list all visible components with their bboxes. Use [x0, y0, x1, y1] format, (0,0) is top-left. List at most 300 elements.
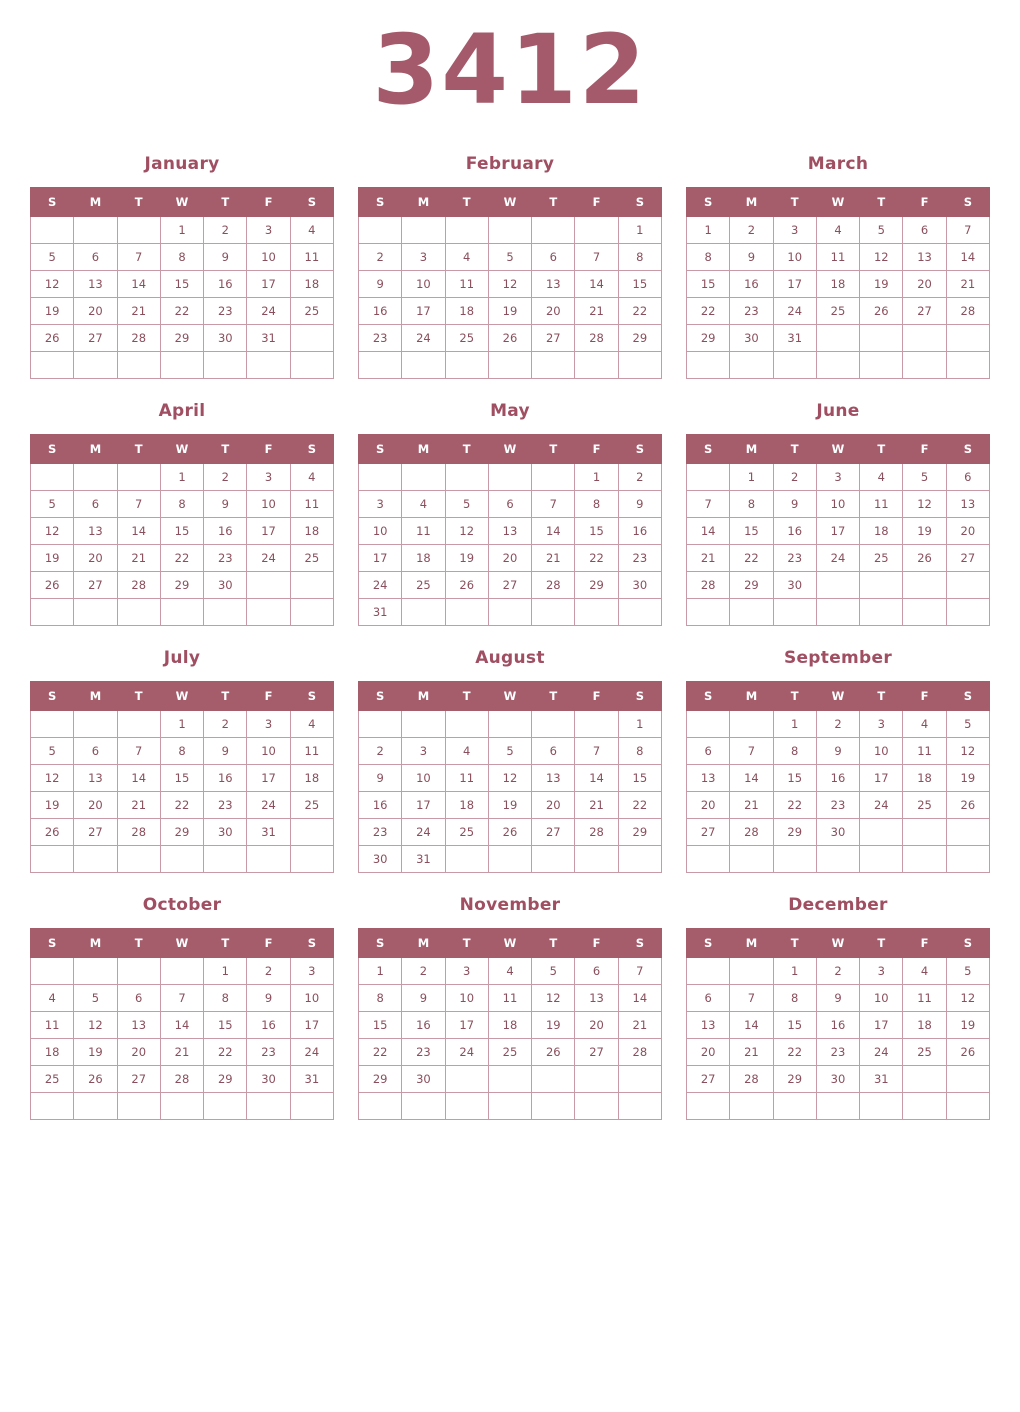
day-cell[interactable]: 16: [773, 518, 816, 545]
day-cell[interactable]: 23: [247, 1039, 290, 1066]
day-cell[interactable]: [74, 711, 117, 738]
day-cell[interactable]: 28: [575, 819, 618, 846]
day-cell[interactable]: 29: [160, 572, 203, 599]
day-cell[interactable]: 9: [204, 491, 247, 518]
day-cell[interactable]: 4: [290, 217, 333, 244]
day-cell[interactable]: 25: [860, 545, 903, 572]
day-cell[interactable]: [687, 464, 730, 491]
day-cell[interactable]: 8: [773, 738, 816, 765]
day-cell[interactable]: 26: [445, 572, 488, 599]
day-cell[interactable]: 12: [946, 738, 989, 765]
day-cell[interactable]: [730, 846, 773, 873]
day-cell[interactable]: 2: [359, 244, 402, 271]
day-cell[interactable]: 5: [445, 491, 488, 518]
day-cell[interactable]: 16: [359, 792, 402, 819]
day-cell[interactable]: 25: [445, 325, 488, 352]
day-cell[interactable]: 4: [903, 958, 946, 985]
day-cell[interactable]: [359, 352, 402, 379]
day-cell[interactable]: 5: [860, 217, 903, 244]
day-cell[interactable]: 20: [575, 1012, 618, 1039]
day-cell[interactable]: 3: [247, 464, 290, 491]
day-cell[interactable]: [359, 217, 402, 244]
day-cell[interactable]: 5: [946, 711, 989, 738]
day-cell[interactable]: [445, 846, 488, 873]
day-cell[interactable]: 7: [946, 217, 989, 244]
day-cell[interactable]: 24: [860, 792, 903, 819]
day-cell[interactable]: 31: [247, 325, 290, 352]
day-cell[interactable]: 26: [946, 1039, 989, 1066]
day-cell[interactable]: 17: [247, 765, 290, 792]
day-cell[interactable]: 10: [860, 738, 903, 765]
day-cell[interactable]: [160, 352, 203, 379]
day-cell[interactable]: [946, 1093, 989, 1120]
day-cell[interactable]: 11: [860, 491, 903, 518]
day-cell[interactable]: 26: [903, 545, 946, 572]
day-cell[interactable]: 20: [532, 298, 575, 325]
day-cell[interactable]: 15: [687, 271, 730, 298]
day-cell[interactable]: 24: [445, 1039, 488, 1066]
day-cell[interactable]: [903, 352, 946, 379]
day-cell[interactable]: [488, 464, 531, 491]
day-cell[interactable]: 14: [117, 271, 160, 298]
day-cell[interactable]: 12: [532, 985, 575, 1012]
day-cell[interactable]: 9: [730, 244, 773, 271]
day-cell[interactable]: 7: [160, 985, 203, 1012]
day-cell[interactable]: 27: [687, 1066, 730, 1093]
day-cell[interactable]: 21: [618, 1012, 661, 1039]
day-cell[interactable]: [730, 352, 773, 379]
day-cell[interactable]: 6: [74, 244, 117, 271]
day-cell[interactable]: 16: [247, 1012, 290, 1039]
day-cell[interactable]: [204, 846, 247, 873]
day-cell[interactable]: [488, 599, 531, 626]
day-cell[interactable]: 19: [488, 792, 531, 819]
day-cell[interactable]: 28: [730, 1066, 773, 1093]
day-cell[interactable]: 20: [74, 298, 117, 325]
day-cell[interactable]: 17: [445, 1012, 488, 1039]
day-cell[interactable]: 17: [247, 518, 290, 545]
day-cell[interactable]: [204, 352, 247, 379]
day-cell[interactable]: 7: [730, 738, 773, 765]
day-cell[interactable]: [730, 958, 773, 985]
day-cell[interactable]: 11: [445, 271, 488, 298]
day-cell[interactable]: 22: [575, 545, 618, 572]
day-cell[interactable]: [488, 711, 531, 738]
day-cell[interactable]: 27: [74, 819, 117, 846]
day-cell[interactable]: 1: [575, 464, 618, 491]
day-cell[interactable]: [359, 1093, 402, 1120]
day-cell[interactable]: 24: [402, 819, 445, 846]
day-cell[interactable]: 26: [532, 1039, 575, 1066]
day-cell[interactable]: 4: [903, 711, 946, 738]
day-cell[interactable]: [687, 846, 730, 873]
day-cell[interactable]: 6: [946, 464, 989, 491]
day-cell[interactable]: 2: [204, 711, 247, 738]
day-cell[interactable]: 2: [247, 958, 290, 985]
day-cell[interactable]: 17: [359, 545, 402, 572]
day-cell[interactable]: 20: [687, 792, 730, 819]
day-cell[interactable]: 21: [687, 545, 730, 572]
day-cell[interactable]: 10: [445, 985, 488, 1012]
day-cell[interactable]: 19: [31, 792, 74, 819]
day-cell[interactable]: [730, 599, 773, 626]
day-cell[interactable]: [204, 599, 247, 626]
day-cell[interactable]: [816, 572, 859, 599]
day-cell[interactable]: [687, 599, 730, 626]
day-cell[interactable]: 28: [730, 819, 773, 846]
day-cell[interactable]: [247, 846, 290, 873]
day-cell[interactable]: 16: [204, 271, 247, 298]
day-cell[interactable]: 3: [290, 958, 333, 985]
day-cell[interactable]: 2: [359, 738, 402, 765]
day-cell[interactable]: 10: [247, 738, 290, 765]
day-cell[interactable]: 21: [946, 271, 989, 298]
day-cell[interactable]: 10: [402, 271, 445, 298]
day-cell[interactable]: [359, 464, 402, 491]
day-cell[interactable]: [290, 819, 333, 846]
day-cell[interactable]: 15: [359, 1012, 402, 1039]
day-cell[interactable]: [687, 711, 730, 738]
day-cell[interactable]: 20: [117, 1039, 160, 1066]
day-cell[interactable]: [773, 599, 816, 626]
day-cell[interactable]: 30: [204, 325, 247, 352]
day-cell[interactable]: 2: [816, 958, 859, 985]
day-cell[interactable]: 15: [773, 765, 816, 792]
day-cell[interactable]: 13: [575, 985, 618, 1012]
day-cell[interactable]: [160, 1093, 203, 1120]
day-cell[interactable]: 14: [946, 244, 989, 271]
day-cell[interactable]: 3: [402, 738, 445, 765]
day-cell[interactable]: [445, 711, 488, 738]
day-cell[interactable]: 4: [290, 711, 333, 738]
day-cell[interactable]: 8: [773, 985, 816, 1012]
day-cell[interactable]: 12: [74, 1012, 117, 1039]
day-cell[interactable]: 11: [402, 518, 445, 545]
day-cell[interactable]: 8: [575, 491, 618, 518]
day-cell[interactable]: 18: [290, 765, 333, 792]
day-cell[interactable]: [575, 352, 618, 379]
day-cell[interactable]: 15: [160, 518, 203, 545]
day-cell[interactable]: 4: [445, 244, 488, 271]
day-cell[interactable]: [74, 217, 117, 244]
day-cell[interactable]: 4: [860, 464, 903, 491]
day-cell[interactable]: [773, 846, 816, 873]
day-cell[interactable]: 5: [31, 491, 74, 518]
day-cell[interactable]: 1: [160, 217, 203, 244]
day-cell[interactable]: 30: [773, 572, 816, 599]
day-cell[interactable]: 12: [488, 271, 531, 298]
day-cell[interactable]: 18: [488, 1012, 531, 1039]
day-cell[interactable]: [31, 464, 74, 491]
day-cell[interactable]: [730, 1093, 773, 1120]
day-cell[interactable]: 19: [946, 765, 989, 792]
day-cell[interactable]: 25: [290, 792, 333, 819]
day-cell[interactable]: 31: [860, 1066, 903, 1093]
day-cell[interactable]: 29: [618, 819, 661, 846]
day-cell[interactable]: [773, 1093, 816, 1120]
day-cell[interactable]: 25: [903, 792, 946, 819]
day-cell[interactable]: 3: [445, 958, 488, 985]
day-cell[interactable]: 12: [31, 518, 74, 545]
day-cell[interactable]: [687, 1093, 730, 1120]
day-cell[interactable]: 23: [816, 792, 859, 819]
day-cell[interactable]: [575, 217, 618, 244]
day-cell[interactable]: [575, 1066, 618, 1093]
day-cell[interactable]: 1: [773, 711, 816, 738]
day-cell[interactable]: 9: [816, 738, 859, 765]
day-cell[interactable]: [946, 325, 989, 352]
day-cell[interactable]: 1: [687, 217, 730, 244]
day-cell[interactable]: 27: [575, 1039, 618, 1066]
day-cell[interactable]: 22: [618, 298, 661, 325]
day-cell[interactable]: 16: [359, 298, 402, 325]
day-cell[interactable]: 23: [204, 792, 247, 819]
day-cell[interactable]: 28: [117, 325, 160, 352]
day-cell[interactable]: [290, 599, 333, 626]
day-cell[interactable]: [860, 819, 903, 846]
day-cell[interactable]: [903, 572, 946, 599]
day-cell[interactable]: 27: [532, 325, 575, 352]
day-cell[interactable]: 17: [773, 271, 816, 298]
day-cell[interactable]: 26: [31, 572, 74, 599]
day-cell[interactable]: [290, 325, 333, 352]
day-cell[interactable]: [290, 352, 333, 379]
day-cell[interactable]: 12: [946, 985, 989, 1012]
day-cell[interactable]: 10: [290, 985, 333, 1012]
day-cell[interactable]: 8: [160, 738, 203, 765]
day-cell[interactable]: 10: [359, 518, 402, 545]
day-cell[interactable]: 2: [618, 464, 661, 491]
day-cell[interactable]: 12: [860, 244, 903, 271]
day-cell[interactable]: [488, 352, 531, 379]
day-cell[interactable]: 23: [816, 1039, 859, 1066]
day-cell[interactable]: 22: [160, 298, 203, 325]
day-cell[interactable]: 22: [618, 792, 661, 819]
day-cell[interactable]: [74, 958, 117, 985]
day-cell[interactable]: 11: [903, 738, 946, 765]
day-cell[interactable]: 28: [618, 1039, 661, 1066]
day-cell[interactable]: 26: [31, 325, 74, 352]
day-cell[interactable]: 17: [402, 298, 445, 325]
day-cell[interactable]: 9: [816, 985, 859, 1012]
day-cell[interactable]: [445, 352, 488, 379]
day-cell[interactable]: 20: [488, 545, 531, 572]
day-cell[interactable]: [488, 1093, 531, 1120]
day-cell[interactable]: 9: [359, 765, 402, 792]
day-cell[interactable]: 19: [74, 1039, 117, 1066]
day-cell[interactable]: [290, 1093, 333, 1120]
day-cell[interactable]: 22: [160, 545, 203, 572]
day-cell[interactable]: [532, 599, 575, 626]
day-cell[interactable]: 28: [575, 325, 618, 352]
day-cell[interactable]: [618, 1093, 661, 1120]
day-cell[interactable]: 17: [816, 518, 859, 545]
day-cell[interactable]: 18: [402, 545, 445, 572]
day-cell[interactable]: 5: [74, 985, 117, 1012]
day-cell[interactable]: 14: [730, 765, 773, 792]
day-cell[interactable]: 29: [773, 1066, 816, 1093]
day-cell[interactable]: 18: [290, 518, 333, 545]
day-cell[interactable]: [31, 1093, 74, 1120]
day-cell[interactable]: 30: [204, 819, 247, 846]
day-cell[interactable]: [31, 846, 74, 873]
day-cell[interactable]: [903, 1066, 946, 1093]
day-cell[interactable]: [946, 352, 989, 379]
day-cell[interactable]: 28: [532, 572, 575, 599]
day-cell[interactable]: 11: [816, 244, 859, 271]
day-cell[interactable]: 18: [31, 1039, 74, 1066]
day-cell[interactable]: 22: [204, 1039, 247, 1066]
day-cell[interactable]: [31, 217, 74, 244]
day-cell[interactable]: 27: [117, 1066, 160, 1093]
day-cell[interactable]: 30: [816, 1066, 859, 1093]
day-cell[interactable]: [575, 1093, 618, 1120]
day-cell[interactable]: 15: [773, 1012, 816, 1039]
day-cell[interactable]: 22: [687, 298, 730, 325]
day-cell[interactable]: 29: [687, 325, 730, 352]
day-cell[interactable]: 23: [204, 545, 247, 572]
day-cell[interactable]: 25: [402, 572, 445, 599]
day-cell[interactable]: 15: [160, 271, 203, 298]
day-cell[interactable]: 1: [160, 711, 203, 738]
day-cell[interactable]: 30: [204, 572, 247, 599]
day-cell[interactable]: [575, 711, 618, 738]
day-cell[interactable]: [74, 599, 117, 626]
day-cell[interactable]: 15: [204, 1012, 247, 1039]
day-cell[interactable]: 4: [488, 958, 531, 985]
day-cell[interactable]: 1: [359, 958, 402, 985]
day-cell[interactable]: 8: [687, 244, 730, 271]
day-cell[interactable]: 10: [247, 491, 290, 518]
day-cell[interactable]: [74, 352, 117, 379]
day-cell[interactable]: [946, 846, 989, 873]
day-cell[interactable]: [532, 846, 575, 873]
day-cell[interactable]: 16: [816, 765, 859, 792]
day-cell[interactable]: 26: [946, 792, 989, 819]
day-cell[interactable]: 6: [117, 985, 160, 1012]
day-cell[interactable]: 3: [247, 217, 290, 244]
day-cell[interactable]: [117, 599, 160, 626]
day-cell[interactable]: [160, 846, 203, 873]
day-cell[interactable]: [618, 1066, 661, 1093]
day-cell[interactable]: [816, 352, 859, 379]
day-cell[interactable]: 20: [74, 792, 117, 819]
day-cell[interactable]: 31: [247, 819, 290, 846]
day-cell[interactable]: 8: [204, 985, 247, 1012]
day-cell[interactable]: 24: [247, 792, 290, 819]
day-cell[interactable]: 16: [204, 765, 247, 792]
day-cell[interactable]: [31, 599, 74, 626]
day-cell[interactable]: 27: [687, 819, 730, 846]
day-cell[interactable]: 18: [445, 792, 488, 819]
day-cell[interactable]: [532, 711, 575, 738]
day-cell[interactable]: [160, 958, 203, 985]
day-cell[interactable]: 22: [773, 1039, 816, 1066]
day-cell[interactable]: [860, 352, 903, 379]
day-cell[interactable]: [402, 599, 445, 626]
day-cell[interactable]: 10: [247, 244, 290, 271]
day-cell[interactable]: 14: [575, 271, 618, 298]
day-cell[interactable]: [488, 1066, 531, 1093]
day-cell[interactable]: 11: [290, 491, 333, 518]
day-cell[interactable]: [160, 599, 203, 626]
day-cell[interactable]: 8: [160, 244, 203, 271]
day-cell[interactable]: [74, 846, 117, 873]
day-cell[interactable]: 17: [290, 1012, 333, 1039]
day-cell[interactable]: 8: [618, 244, 661, 271]
day-cell[interactable]: [687, 958, 730, 985]
day-cell[interactable]: 4: [445, 738, 488, 765]
day-cell[interactable]: 13: [74, 518, 117, 545]
day-cell[interactable]: 14: [730, 1012, 773, 1039]
day-cell[interactable]: 20: [946, 518, 989, 545]
day-cell[interactable]: 30: [816, 819, 859, 846]
day-cell[interactable]: 25: [445, 819, 488, 846]
day-cell[interactable]: [445, 464, 488, 491]
day-cell[interactable]: 24: [402, 325, 445, 352]
day-cell[interactable]: 27: [488, 572, 531, 599]
day-cell[interactable]: [816, 325, 859, 352]
day-cell[interactable]: [618, 599, 661, 626]
day-cell[interactable]: 23: [618, 545, 661, 572]
day-cell[interactable]: 12: [31, 271, 74, 298]
day-cell[interactable]: 12: [445, 518, 488, 545]
day-cell[interactable]: 19: [31, 545, 74, 572]
day-cell[interactable]: 14: [687, 518, 730, 545]
day-cell[interactable]: 7: [117, 244, 160, 271]
day-cell[interactable]: 15: [618, 765, 661, 792]
day-cell[interactable]: [816, 846, 859, 873]
day-cell[interactable]: [117, 846, 160, 873]
day-cell[interactable]: 3: [773, 217, 816, 244]
day-cell[interactable]: 13: [946, 491, 989, 518]
day-cell[interactable]: 14: [618, 985, 661, 1012]
day-cell[interactable]: 31: [773, 325, 816, 352]
day-cell[interactable]: 23: [204, 298, 247, 325]
day-cell[interactable]: [117, 711, 160, 738]
day-cell[interactable]: [402, 1093, 445, 1120]
day-cell[interactable]: 18: [903, 1012, 946, 1039]
day-cell[interactable]: [860, 599, 903, 626]
day-cell[interactable]: [402, 464, 445, 491]
day-cell[interactable]: 5: [903, 464, 946, 491]
day-cell[interactable]: 27: [74, 572, 117, 599]
day-cell[interactable]: 21: [117, 792, 160, 819]
day-cell[interactable]: 5: [31, 738, 74, 765]
day-cell[interactable]: 7: [532, 491, 575, 518]
day-cell[interactable]: 16: [730, 271, 773, 298]
day-cell[interactable]: [488, 846, 531, 873]
day-cell[interactable]: 29: [359, 1066, 402, 1093]
day-cell[interactable]: 29: [204, 1066, 247, 1093]
day-cell[interactable]: 11: [290, 244, 333, 271]
day-cell[interactable]: [290, 846, 333, 873]
day-cell[interactable]: 6: [687, 738, 730, 765]
day-cell[interactable]: 1: [204, 958, 247, 985]
day-cell[interactable]: 13: [687, 1012, 730, 1039]
day-cell[interactable]: [290, 572, 333, 599]
day-cell[interactable]: 23: [359, 819, 402, 846]
day-cell[interactable]: 6: [532, 244, 575, 271]
day-cell[interactable]: 4: [31, 985, 74, 1012]
day-cell[interactable]: [117, 217, 160, 244]
day-cell[interactable]: 13: [532, 271, 575, 298]
day-cell[interactable]: [117, 958, 160, 985]
day-cell[interactable]: 21: [730, 1039, 773, 1066]
day-cell[interactable]: 15: [575, 518, 618, 545]
day-cell[interactable]: 5: [31, 244, 74, 271]
day-cell[interactable]: 6: [903, 217, 946, 244]
